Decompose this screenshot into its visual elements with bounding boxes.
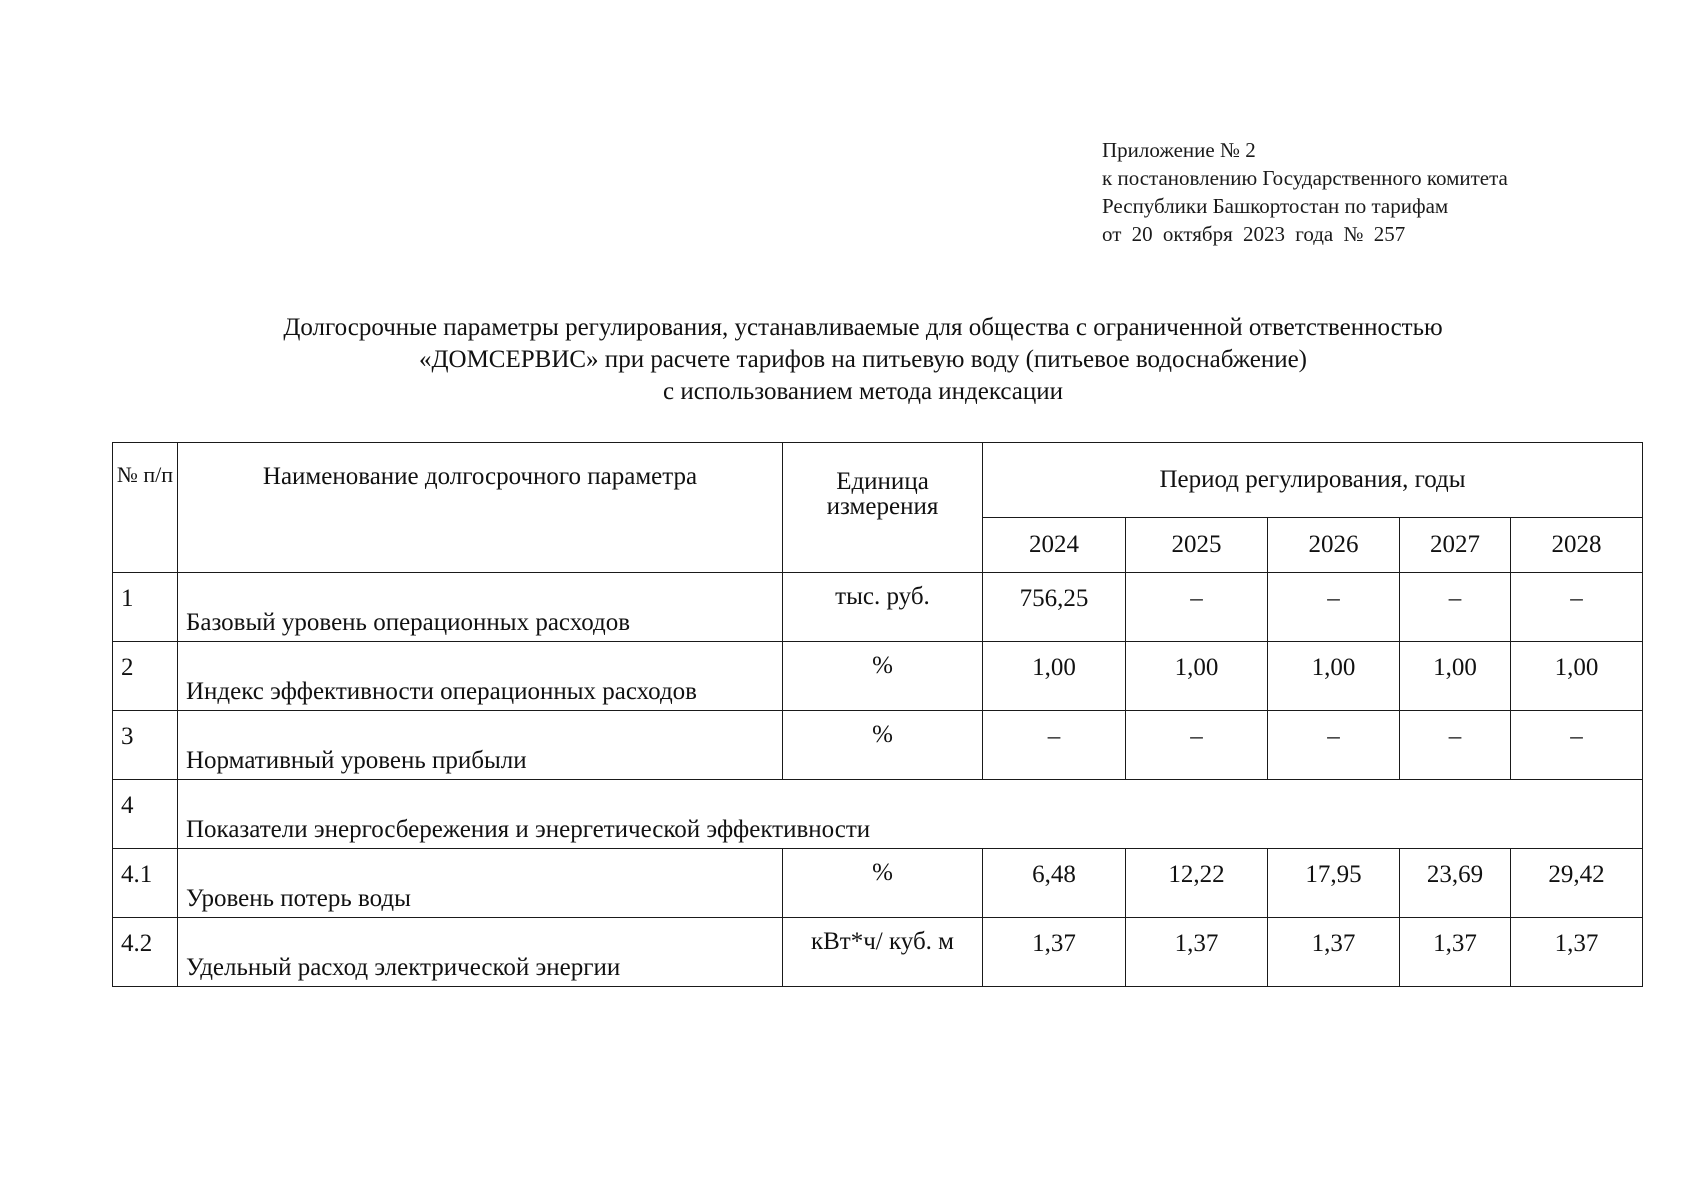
row-value: 17,95 (1268, 849, 1400, 918)
table-row (113, 849, 1643, 918)
row-name: Удельный расход электрической энергии (178, 918, 783, 987)
row-name: Уровень потерь воды (178, 849, 783, 918)
row-value: 1,37 (1400, 918, 1511, 987)
row-number: 4 (113, 780, 178, 849)
row-value: – (1126, 711, 1268, 780)
row-value: – (1400, 711, 1511, 780)
row-number: 3 (113, 711, 178, 780)
table-row (113, 711, 1643, 780)
header-period: Период регулирования, годы (983, 443, 1643, 518)
appendix-date: от 20 октября 2023 года № 257 (1102, 222, 1406, 246)
row-unit: тыс. руб. (783, 573, 983, 642)
header-year: 2024 (983, 518, 1126, 573)
row-name: Показатели энергосбережения и энергетической эффективности (178, 780, 1643, 849)
appendix-number: Приложение № 2 (1102, 138, 1256, 162)
appendix-header (1102, 136, 1508, 248)
row-value: 1,00 (1400, 642, 1511, 711)
row-number: 1 (113, 573, 178, 642)
parameters-table (112, 442, 1643, 987)
row-value: – (1268, 573, 1400, 642)
row-value: 29,42 (1511, 849, 1643, 918)
row-value: – (1511, 711, 1643, 780)
header-year: 2027 (1400, 518, 1511, 573)
row-unit: % (783, 849, 983, 918)
table-row-section (113, 780, 1643, 849)
appendix-committee: Республики Башкортостан по тарифам (1102, 194, 1449, 218)
table-row (113, 642, 1643, 711)
header-num: № п/п (113, 443, 178, 573)
row-value: 756,25 (983, 573, 1126, 642)
row-value: 1,37 (983, 918, 1126, 987)
header-year: 2028 (1511, 518, 1643, 573)
row-number: 4.1 (113, 849, 178, 918)
row-name: Индекс эффективности операционных расходов (178, 642, 783, 711)
header-name: Наименование долгосрочного параметра (178, 443, 783, 573)
row-unit: % (783, 642, 983, 711)
title-line-1: Долгосрочные параметры регулирования, устанавливаемые для общества с ограниченной ответственностью (283, 314, 1443, 341)
document-title (120, 312, 1606, 408)
row-value: 12,22 (1126, 849, 1268, 918)
row-value: 1,00 (1268, 642, 1400, 711)
table-row (113, 573, 1643, 642)
row-number: 4.2 (113, 918, 178, 987)
title-line-3: с использованием метода индексации (662, 378, 1064, 405)
row-value: 1,00 (983, 642, 1126, 711)
row-unit: % (783, 711, 983, 780)
row-value: 23,69 (1400, 849, 1511, 918)
row-value: – (1126, 573, 1268, 642)
header-row (113, 443, 1643, 518)
row-value: – (1400, 573, 1511, 642)
header-year: 2025 (1126, 518, 1268, 573)
row-value: – (1511, 573, 1643, 642)
table-row (113, 918, 1643, 987)
row-value: 1,37 (1268, 918, 1400, 987)
header-unit: Единица измерения (783, 443, 983, 573)
title-line-2: «ДОМСЕРВИС» при расчете тарифов на питьевую воду (питьевое водоснабжение) (418, 346, 1308, 373)
row-value: 1,37 (1511, 918, 1643, 987)
row-value: 1,00 (1511, 642, 1643, 711)
row-value: – (1268, 711, 1400, 780)
header-year: 2026 (1268, 518, 1400, 573)
row-number: 2 (113, 642, 178, 711)
row-value: 6,48 (983, 849, 1126, 918)
appendix-resolution-ref: к постановлению Государственного комитета (1102, 166, 1508, 190)
row-unit: кВт*ч/ куб. м (783, 918, 983, 987)
row-value: – (983, 711, 1126, 780)
row-value: 1,37 (1126, 918, 1268, 987)
row-value: 1,00 (1126, 642, 1268, 711)
row-name: Базовый уровень операционных расходов (178, 573, 783, 642)
row-name: Нормативный уровень прибыли (178, 711, 783, 780)
